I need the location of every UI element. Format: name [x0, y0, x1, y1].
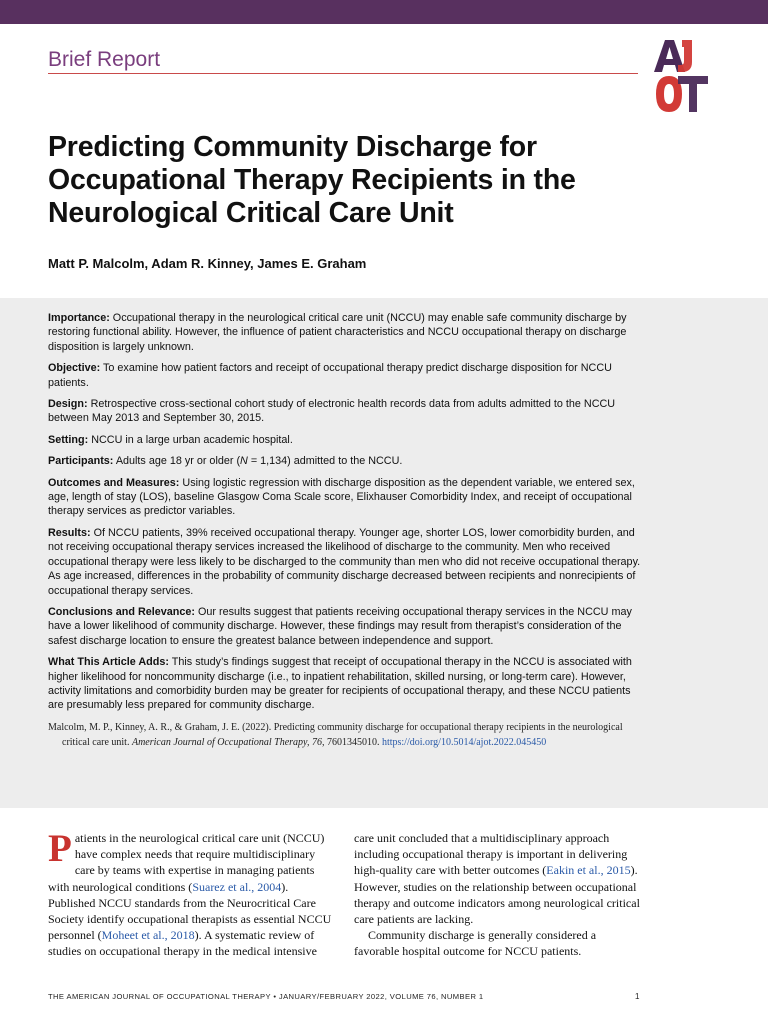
abstract-text: = 1,134) admitted to the NCCU. [247, 455, 403, 468]
section-divider [48, 73, 638, 74]
body-column-left [48, 827, 336, 960]
author-list: Matt P. Malcolm, Adam R. Kinney, James E. Graham [48, 256, 367, 271]
citation-journal: American Journal of Occupational Therapy, 76, [131, 736, 325, 748]
abstract-label: Results: [48, 526, 91, 539]
reference-link-suarez[interactable]: Suarez et al., 2004 [192, 879, 282, 894]
abstract-what-this-adds [48, 655, 648, 713]
top-color-bar [0, 0, 768, 24]
abstract-text: Adults age 18 yr or older ( [115, 455, 241, 468]
citation-article-id: 7601345010. [324, 736, 382, 748]
abstract-results [48, 526, 648, 598]
body-paragraph [354, 830, 642, 927]
abstract-text: Occupational therapy in the neurological critical care unit (NCCU) may enable safe community discharge by restoring functional ability. However, the influence of patient characteristics and NCCU occupational therapy on discharge disposition is largely unknown. [48, 312, 627, 353]
reference-link-eakin[interactable]: Eakin et al., 2015 [546, 863, 631, 878]
body-paragraph [48, 827, 336, 960]
abstract-label: Design: [48, 398, 88, 411]
abstract-outcomes [48, 476, 648, 519]
abstract-setting [48, 433, 648, 447]
abstract-label: Importance: [48, 312, 110, 324]
body-text: atients in the neurological critical care unit (NCCU) have complex needs that require multidisciplinary care by teams with expertise in managing patients with neurological conditions ( [48, 831, 325, 894]
abstract-text: Retrospective cross-sectional cohort study of electronic health records data from adults admitted to the NCCU between May 2013 and September 30, 2015. [48, 398, 616, 425]
body-paragraph: Community discharge is generally considered a favorable hospital outcome for NCCU patients. [354, 928, 597, 959]
abstract-design [48, 397, 648, 426]
abstract-label: Objective: [48, 362, 101, 375]
abstract-box [0, 298, 768, 808]
doi-link[interactable]: https://doi.org/10.5014/ajot.2022.045450 [381, 736, 547, 748]
abstract-text: Our results suggest that patients receiving occupational therapy services in the NCCU may have a lower likelihood of community discharge. However, these findings may result from therapist’s consideration of the safest discharge location to ensure the greatest balance between independence and support. [48, 605, 632, 647]
abstract-label: Setting: [48, 433, 89, 446]
body-text: ). Published NCCU standards from the Neurocritical Care Society identify occupational therapists as essential NCCU personnel ( [48, 879, 332, 943]
page-number: 1 [635, 992, 640, 1001]
abstract-text: This study’s findings suggest that receipt of occupational therapy in the NCCU is associated with higher likelihood for noncommunity discharge (i.e., to inpatient rehabilitation, skilled nursing, or long-term care). However, activity limitations and comorbidity burden may be greater for recipients of occupational therapy, and these NCCU patients are presumably less prepared for community discharge. [48, 656, 632, 712]
abstract-participants [48, 454, 648, 468]
abstract-label: What This Article Adds: [48, 656, 169, 669]
abstract-text: Of NCCU patients, 39% received occupational therapy. Younger age, shorter LOS, lower comorbidity burden, and not receiving occupational therapy services increased the likelihood of discharge to the community. Men who received occupational therapy were less likely to be discharged to the community than men who did not receive occupational therapy. As age increased, differences in the probability of community discharge decreased between recipients and nonrecipients of occupational therapy services. [48, 526, 641, 597]
abstract-conclusions [48, 605, 648, 648]
body-text: ). However, studies on the relationship between occupational therapy and outcome indicators among neurological critical care patients are lacking. [354, 863, 640, 927]
abstract-text: To examine how patient factors and receipt of occupational therapy predict discharge disposition for NCCU patients. [48, 362, 612, 389]
body-column-right [354, 830, 642, 960]
body-text: ). A systematic review of studies on occupational therapy in the medical intensive [48, 928, 317, 959]
citation [48, 720, 648, 750]
citation-text: Malcolm, M. P., Kinney, A. R., & Graham, J. E. (2022). Predicting community discharge for occupational therapy recipients in the neurological critical care unit. [48, 721, 623, 748]
ajot-logo [652, 38, 712, 114]
drop-cap: P [48, 827, 72, 870]
body-text: care unit concluded that a multidisciplinary approach including occupational therapy is important in delivering high-quality care with better outcomes ( [354, 831, 628, 878]
abstract-label: Outcomes and Measures: [48, 476, 180, 489]
abstract-label: Conclusions and Relevance: [48, 605, 195, 618]
sample-size-symbol: N [240, 455, 248, 468]
article-title: Predicting Community Discharge for Occupational Therapy Recipients in the Neurological Critical Care Unit [48, 131, 576, 229]
abstract-label: Participants: [48, 455, 114, 468]
reference-link-moheet[interactable]: Moheet et al., 2018 [101, 928, 195, 943]
abstract-text: NCCU in a large urban academic hospital. [91, 433, 293, 446]
abstract-importance [48, 311, 648, 354]
abstract-text: Using logistic regression with discharge disposition as the dependent variable, we entered sex, age, length of stay (LOS), baseline Glasgow Coma Scale score, Elixhauser Comorbidity Index, and receipt of occupational therapy services as predictor variables. [48, 476, 635, 518]
abstract-objective [48, 361, 648, 390]
journal-footer: THE AMERICAN JOURNAL OF OCCUPATIONAL THERAPY • JANUARY/FEBRUARY 2022, VOLUME 76, NUMBER 1 [48, 992, 484, 1001]
section-label: Brief Report [48, 48, 161, 71]
